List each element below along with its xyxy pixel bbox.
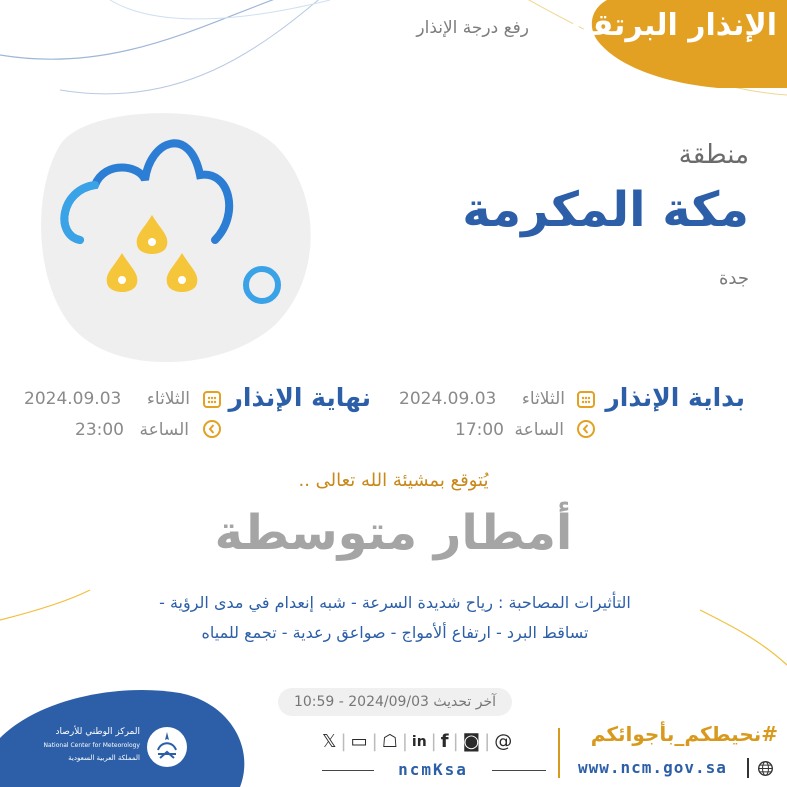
ncm-country: المملكة العربية السعودية bbox=[68, 754, 140, 762]
footer-divider bbox=[558, 728, 560, 778]
calendar-icon bbox=[202, 389, 222, 409]
website-separator bbox=[747, 758, 749, 778]
phenomenon-title: أمطار متوسطة bbox=[214, 505, 573, 561]
ncm-name-english: National Center for Meteorology bbox=[43, 742, 140, 749]
start-day: الثلاثاء bbox=[521, 389, 565, 409]
end-time: 23:00 bbox=[75, 420, 124, 440]
ncm-name-arabic: المركز الوطني للأرصاد bbox=[55, 727, 140, 737]
handle-line-left bbox=[322, 770, 374, 771]
alert-title: الإنذار البرتقالي bbox=[539, 8, 777, 43]
start-time-label: الساعة bbox=[514, 420, 564, 440]
cloud-rain-icon bbox=[25, 105, 325, 370]
social-icons: 𝕏 | ▭ | ☖ | in | f | ◙ | @ bbox=[322, 729, 546, 755]
ncm-badge-background bbox=[0, 688, 260, 787]
calendar-icon bbox=[576, 389, 596, 409]
instagram-icon[interactable]: ◙ bbox=[462, 731, 481, 752]
expectation-text: يُتوقع بمشيئة الله تعالى .. bbox=[298, 470, 489, 491]
snapchat-icon[interactable]: ☖ bbox=[381, 731, 398, 752]
last-update-badge: آخر تحديث 2024/09/03 - 10:59 bbox=[278, 688, 512, 716]
start-warning-label: بداية الإنذار bbox=[605, 383, 745, 412]
region-name: مكة المكرمة bbox=[462, 182, 749, 238]
start-date: 2024.09.03 bbox=[399, 389, 497, 409]
clock-icon bbox=[576, 419, 596, 439]
effects-line-2: تساقط البرد - ارتفاع ألأمواج - صواعق رعدية - تجمع للمياه bbox=[201, 623, 589, 642]
handle-line-right bbox=[492, 770, 546, 771]
clock-icon bbox=[202, 419, 222, 439]
city-name: جدة bbox=[718, 268, 749, 289]
effects-text bbox=[120, 588, 670, 648]
social-handle[interactable]: ncmKsa bbox=[398, 760, 468, 779]
hashtag[interactable]: #نحيطكم_بأجوائكم bbox=[590, 722, 778, 746]
region-label: منطقة bbox=[678, 140, 749, 170]
end-date: 2024.09.03 bbox=[24, 389, 122, 409]
youtube-icon[interactable]: ▭ bbox=[350, 731, 368, 752]
facebook-icon[interactable]: f bbox=[440, 731, 449, 752]
globe-icon bbox=[757, 760, 774, 777]
effects-line-1: التأثيرات المصاحبة : رياح شديدة السرعة - شبه إنعدام في مدى الرؤية - bbox=[159, 593, 631, 612]
threads-icon[interactable]: @ bbox=[494, 731, 513, 752]
end-time-label: الساعة bbox=[139, 420, 189, 440]
ncm-logo-icon bbox=[146, 726, 188, 768]
linkedin-icon[interactable]: in bbox=[411, 734, 427, 750]
alert-subtitle: رفع درجة الإنذار bbox=[416, 18, 529, 38]
start-time: 17:00 bbox=[455, 420, 504, 440]
end-warning-label: نهاية الإنذار bbox=[228, 383, 371, 412]
end-day: الثلاثاء bbox=[146, 389, 190, 409]
website-link[interactable]: www.ncm.gov.sa bbox=[578, 758, 727, 777]
x-icon[interactable]: 𝕏 bbox=[322, 731, 337, 752]
